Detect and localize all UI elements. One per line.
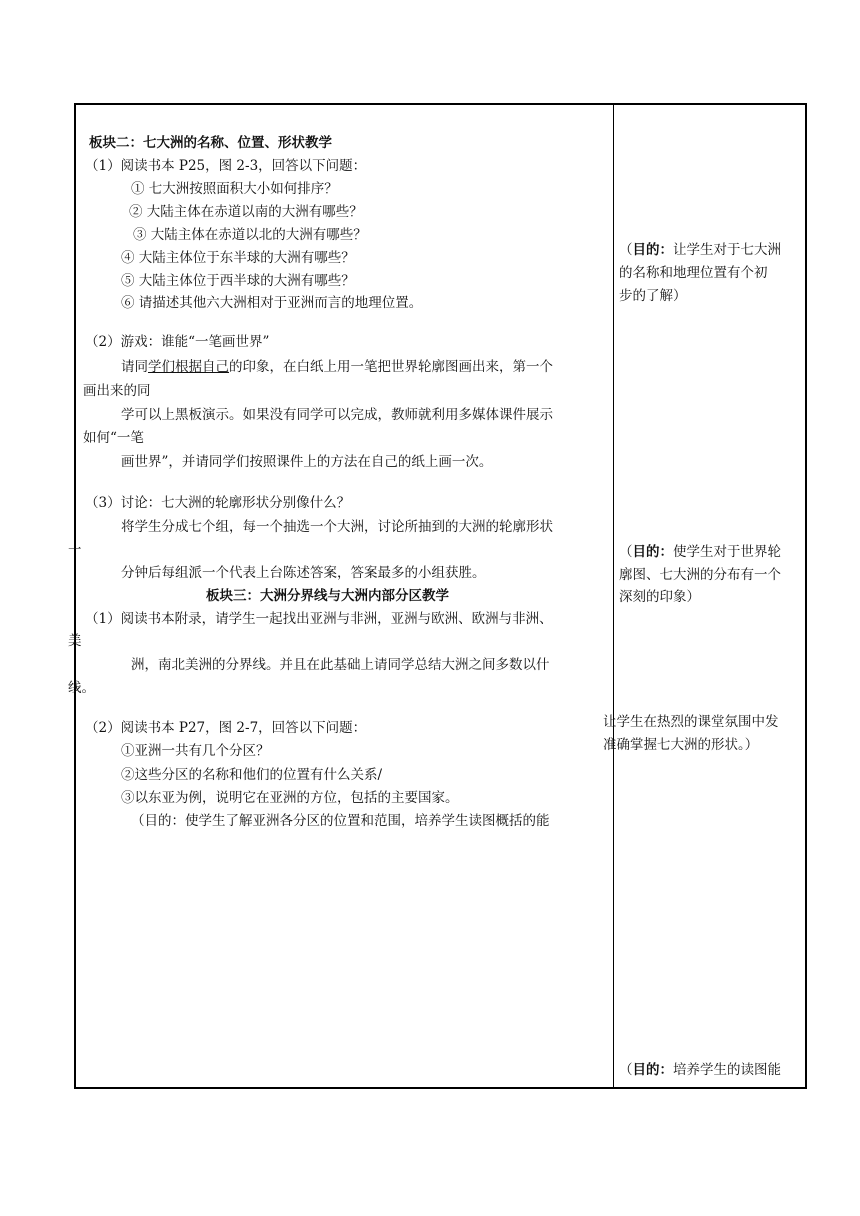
s3-q1-edge1: 美 <box>68 633 82 649</box>
q1-item-6: ⑥ 请描述其他六大洲相对于亚洲而言的地理位置。 <box>121 295 423 311</box>
q1-item-2: ② 大陆主体在赤道以南的大洲有哪些？ <box>129 204 363 220</box>
goal-1-line-1: （目的：让学生对于七大洲 <box>619 242 781 258</box>
q3-para1: 将学生分成七个组，每一个抽选一个大洲，讨论所抽到的大洲的轮廓形状 <box>121 519 553 535</box>
s3-q2-item-2: ②这些分区的名称和他们的位置有什么关系/ <box>121 767 383 783</box>
q2-para1: 请同学们根据自己的印象，在白纸上用一笔把世界轮廓图画出来，第一个 <box>121 359 553 375</box>
goal-1-line-3: 步的了解） <box>619 288 687 304</box>
goal-4-line-1: （目的：培养学生的读图能 <box>619 1062 781 1078</box>
question-3: （3）讨论：七大洲的轮廓形状分别像什么？ <box>85 495 351 511</box>
question-2: （2）游戏：谁能“一笔画世界” <box>85 334 270 350</box>
goal-3-clip <box>603 713 806 759</box>
q2-para1-cont: 画出来的同 <box>83 383 151 399</box>
lesson-plan-table <box>68 103 807 1089</box>
goal-3-line-1: 让学生在热烈的课堂氛围中发 <box>603 714 779 730</box>
s3-q2-item-3: ③以东亚为例，说明它在亚洲的方位，包括的主要国家。 <box>121 790 459 806</box>
s3-question-2: （2）阅读书本 P27，图 2-7，回答以下问题： <box>85 720 367 736</box>
goal-2-line-2: 廓图、七大洲的分布有一个 <box>619 567 781 583</box>
q1-item-4: ④ 大陆主体位于东半球的大洲有哪些？ <box>121 250 355 266</box>
q1-item-1: ① 七大洲按照面积大小如何排序？ <box>131 181 338 197</box>
q3-para1-edge: 一 <box>68 542 82 558</box>
q1-item-3: ③ 大陆主体在赤道以北的大洲有哪些？ <box>133 227 367 243</box>
s3-q1-para: 洲，南北美洲的分界线。并且在此基础上请同学总结大洲之间多数以什 <box>131 657 550 673</box>
s3-q1-edge2: 线。 <box>68 680 95 696</box>
goal-3-line-2: 准确掌握七大洲的形状。） <box>603 737 759 753</box>
section3-title: 板块三：大洲分界线与大洲内部分区教学 <box>206 588 449 604</box>
s3-goal: （目的：使学生了解亚洲各分区的位置和范围，培养学生读图概括的能 <box>131 813 550 829</box>
s3-question-1: （1）阅读书本附录，请学生一起找出亚洲与非洲，亚洲与欧洲、欧洲与非洲、 <box>85 611 553 627</box>
question-1: （1）阅读书本 P25，图 2-3，回答以下问题： <box>85 158 367 174</box>
goal-1-line-2: 的名称和地理位置有个初 <box>619 265 768 281</box>
section2-title: 板块二：七大洲的名称、位置、形状教学 <box>89 135 332 151</box>
goal-2-line-1: （目的：使学生对于世界轮 <box>619 544 781 560</box>
q2-para3: 画世界”，并请同学们按照课件上的方法在自己的纸上画一次。 <box>121 454 493 470</box>
q1-item-5: ⑤ 大陆主体位于西半球的大洲有哪些？ <box>121 273 355 289</box>
q2-para2: 学可以上黑板演示。如果没有同学可以完成，教师就利用多媒体课件展示 <box>121 407 553 423</box>
s3-q2-item-1: ①亚洲一共有几个分区？ <box>121 743 270 759</box>
column-divider <box>613 105 614 1087</box>
goal-2-line-3: 深刻的印象） <box>619 589 700 605</box>
q2-para2-cont: 如何“一笔 <box>83 430 144 446</box>
q3-para2: 分钟后每组派一个代表上台陈述答案，答案最多的小组获胜。 <box>121 565 486 581</box>
